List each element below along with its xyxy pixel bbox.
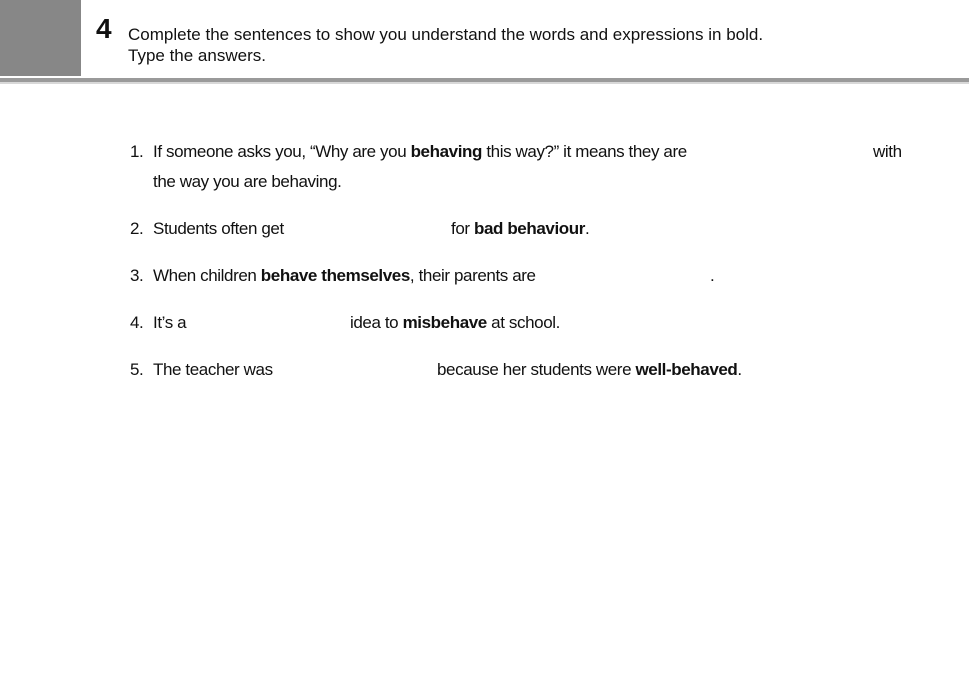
sentence-text-part: this way?” it means they are xyxy=(482,142,687,161)
instruction-line-2: Type the answers. xyxy=(128,46,266,65)
sentence-text-part: , their parents are xyxy=(409,266,536,285)
bold-expression: bad behaviour xyxy=(473,219,585,238)
answer-input-3[interactable] xyxy=(556,264,706,288)
sentence-text-part: The teacher was xyxy=(153,360,273,379)
sentence-text xyxy=(437,355,742,385)
item-number: 2. xyxy=(130,219,144,238)
bold-expression: behaving xyxy=(410,142,483,161)
sentence-text-part: idea to xyxy=(350,313,403,332)
bold-expression: well-behaved xyxy=(635,360,738,379)
item-number: 5. xyxy=(130,360,144,379)
instruction-line-1: Complete the sentences to show you understand the words and expressions in bold. xyxy=(128,25,764,44)
bold-expression: misbehave xyxy=(402,313,487,332)
answer-input-4[interactable] xyxy=(195,311,345,335)
answer-input-2[interactable] xyxy=(296,217,446,241)
sentence-text-part: with xyxy=(873,142,902,161)
sentence-text-part: Students often get xyxy=(153,219,284,238)
bold-expression: behave themselves xyxy=(260,266,410,285)
sentence-text-part: the way you are behaving. xyxy=(153,172,342,191)
sentence-text xyxy=(350,308,560,338)
item-number: 1. xyxy=(130,142,144,161)
sentence-text-part: . xyxy=(584,219,590,238)
sentence-text xyxy=(153,261,536,291)
sentence-text-part: . xyxy=(737,360,742,379)
sentence-text-part: because her students were xyxy=(437,360,636,379)
sentence-text-part: It’s a xyxy=(153,313,187,332)
sentence-text-part: . xyxy=(710,266,715,285)
sentence-text xyxy=(451,214,589,244)
task-number: 4 xyxy=(96,13,112,44)
sentence-text-part: When children xyxy=(153,266,261,285)
answer-input-5[interactable] xyxy=(282,358,432,382)
sentence-text-part: for xyxy=(451,219,474,238)
sentence-text-part: If someone asks you, “Why are you xyxy=(153,142,411,161)
answer-input-1[interactable] xyxy=(720,140,866,164)
item-number: 3. xyxy=(130,266,144,285)
sentence-text xyxy=(153,137,687,167)
item-number: 4. xyxy=(130,313,144,332)
sentence-text-part: at school. xyxy=(486,313,560,332)
